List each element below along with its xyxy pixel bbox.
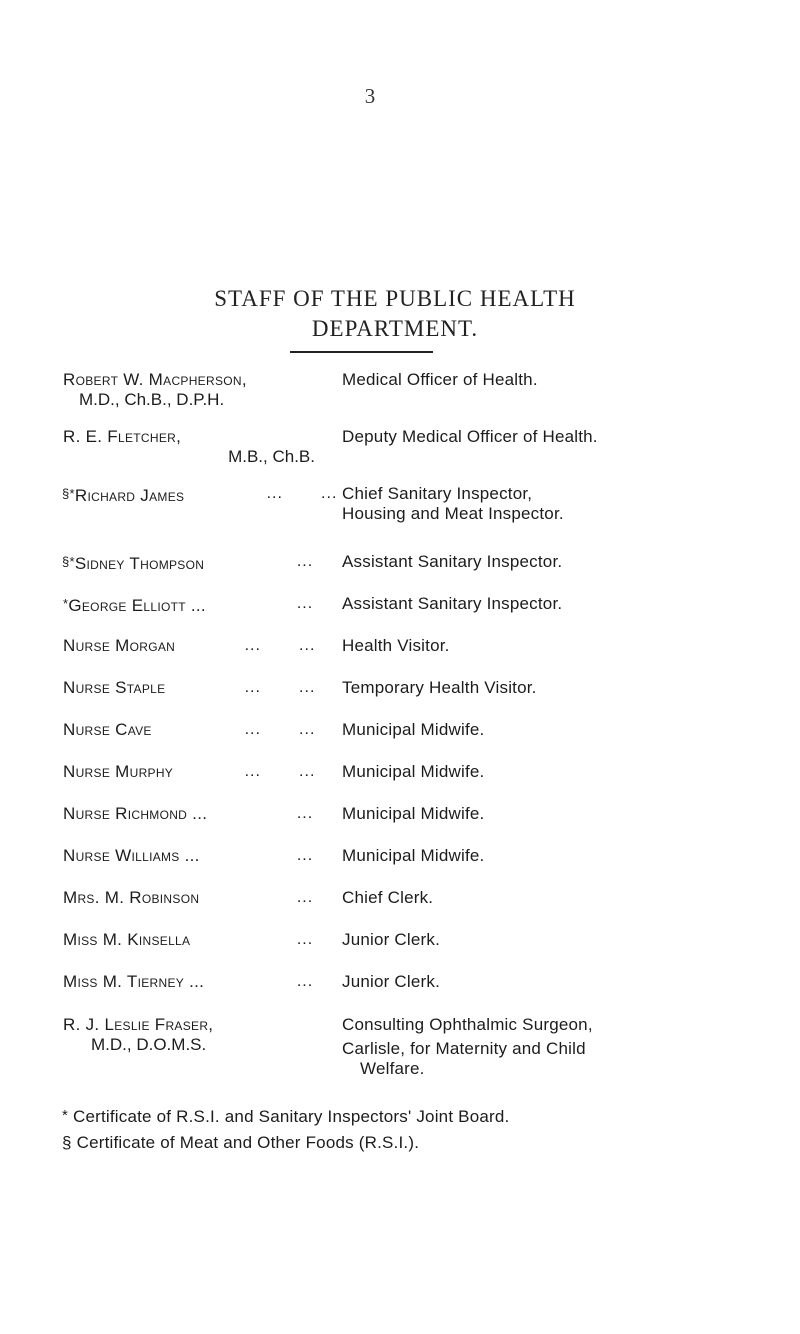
staff-role: Assistant Sanitary Inspector.	[342, 552, 563, 571]
staff-role: Municipal Midwife.	[342, 762, 485, 781]
leader-dots: ... ...	[266, 485, 338, 502]
leader-dots: ...	[296, 931, 314, 948]
page-title	[0, 284, 790, 344]
staff-role: Chief Clerk.	[342, 888, 434, 907]
leader-dots: ... ...	[244, 721, 316, 738]
footnote	[62, 1107, 782, 1127]
leader-dots: ... ...	[244, 679, 316, 696]
footnote-mark: §	[62, 1133, 72, 1152]
leader-dots: ...	[296, 973, 314, 990]
staff-name: §*Sidney Thompson	[62, 554, 205, 573]
staff-mark: §*	[62, 554, 75, 569]
title-line-2: DEPARTMENT.	[311, 316, 479, 341]
leader-dots: ...	[296, 805, 314, 822]
title-rule	[290, 351, 433, 353]
staff-qualification: M.B., Ch.B.	[228, 447, 315, 466]
staff-role: Health Visitor.	[342, 636, 450, 655]
staff-name: Nurse Staple	[63, 678, 166, 697]
staff-name: Robert W. Macpherson, M.D., Ch.B., D.P.H.	[63, 370, 333, 410]
staff-mark: *	[63, 596, 69, 611]
staff-name: Nurse Williams ...	[63, 846, 200, 865]
staff-role: Chief Sanitary Inspector, Housing and Meat Inspector.	[342, 484, 564, 523]
staff-qualification: M.D., D.O.M.S.	[91, 1035, 207, 1054]
leader-dots: ... ...	[244, 763, 316, 780]
staff-mark: §*	[62, 486, 75, 501]
staff-name: R. E. Fletcher, M.B., Ch.B.	[63, 427, 315, 466]
staff-name: §*Richard James	[62, 486, 185, 505]
staff-role: Medical Officer of Health.	[342, 370, 538, 389]
staff-name: Miss M. Tierney ...	[63, 972, 205, 991]
leader-dots: ...	[296, 847, 314, 864]
staff-role: Municipal Midwife.	[342, 804, 485, 823]
staff-role: Municipal Midwife.	[342, 720, 485, 739]
footnote-text: Certificate of R.S.I. and Sanitary Inspectors' Joint Board.	[72, 1107, 510, 1126]
leader-dots: ...	[296, 889, 314, 906]
leader-dots: ... ...	[244, 637, 316, 654]
title-line-1: STAFF OF THE PUBLIC HEALTH	[214, 286, 576, 311]
staff-role: Junior Clerk.	[342, 930, 441, 949]
staff-role: Deputy Medical Officer of Health.	[342, 427, 598, 446]
staff-role: Municipal Midwife.	[342, 846, 485, 865]
footnote-text: Certificate of Meat and Other Foods (R.S.I.).	[76, 1133, 420, 1152]
staff-role: Junior Clerk.	[342, 972, 441, 991]
footnote-mark: *	[62, 1107, 69, 1124]
staff-name: Miss M. Kinsella	[63, 930, 191, 949]
staff-name: Nurse Richmond ...	[63, 804, 208, 823]
staff-role: Assistant Sanitary Inspector.	[342, 594, 563, 613]
staff-role: Consulting Ophthalmic Surgeon, Carlisle, for Maternity and Child Welfare.	[342, 1015, 593, 1078]
staff-name: Mrs. M. Robinson	[63, 888, 200, 907]
leader-dots: ...	[296, 595, 314, 612]
page-number: 3	[364, 84, 376, 108]
staff-name: Nurse Cave	[63, 720, 152, 739]
staff-name: Nurse Murphy	[63, 762, 174, 781]
staff-name: *George Elliott ...	[63, 596, 206, 615]
leader-dots: ...	[296, 553, 314, 570]
staff-name: Nurse Morgan	[63, 636, 176, 655]
staff-qualification: M.D., Ch.B., D.P.H.	[79, 390, 225, 409]
staff-name: R. J. Leslie Fraser, M.D., D.O.M.S.	[63, 1015, 333, 1055]
staff-role: Temporary Health Visitor.	[342, 678, 537, 697]
footnote	[62, 1133, 782, 1153]
